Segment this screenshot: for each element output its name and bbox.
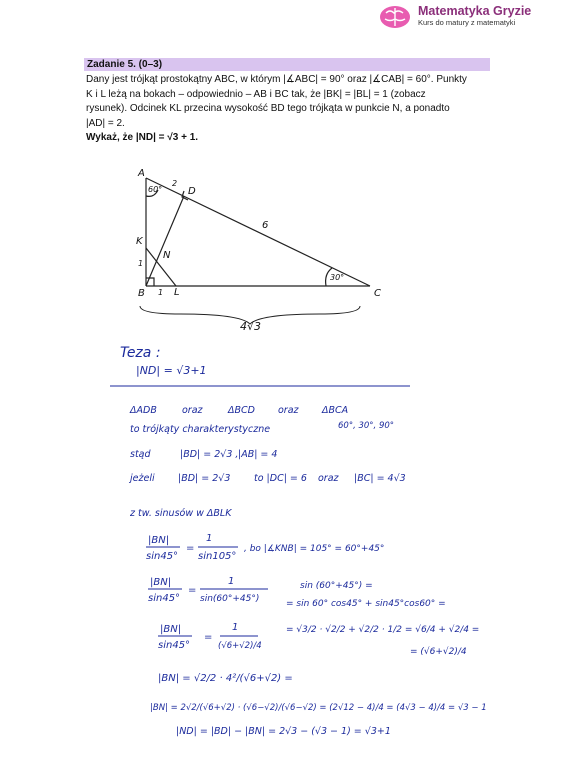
seg-bk-label: 1 <box>138 259 144 268</box>
angle-c-label: 30° <box>330 273 345 282</box>
task-line: K i L leżą na bokach – odpowiednio – AB i BC tak, że |BK| = |BL| = 1 (zobacz <box>86 88 426 100</box>
label-a: A <box>138 168 145 179</box>
r1-rnum: 1 <box>206 533 213 544</box>
line5: z tw. sinusów w ΔBLK <box>130 508 232 519</box>
line1-c: ΔBCD <box>228 405 255 416</box>
task-header: Zadanie 5. (0–3) <box>84 58 490 71</box>
side-dc-label: 6 <box>262 220 269 231</box>
brand-title: Matematyka Gryzie <box>418 4 532 18</box>
line3-c: |AB| = 4 <box>238 449 278 460</box>
sin-line1: sin (60°+45°) = <box>300 581 373 591</box>
r2-den: sin45° <box>148 593 181 604</box>
label-b: B <box>138 288 145 299</box>
seg-bl-label: 1 <box>158 288 164 297</box>
label-l: L <box>174 287 180 298</box>
r1-num: |BN| <box>148 535 170 546</box>
r2-rden: sin(60°+45°) <box>200 594 260 604</box>
line1-b: oraz <box>182 405 203 416</box>
task-line: rysunek). Odcinek KL przecina wysokość BD tego trójkąta w punkcie N, a ponadto <box>86 103 450 114</box>
line1-a: ΔADB <box>130 405 157 416</box>
angle-a-label: 60° <box>148 185 163 194</box>
segment-kl <box>146 248 176 286</box>
r1-rden: sin105° <box>198 551 237 562</box>
sin-line2: = sin 60° cos45° + sin45°cos60° = <box>286 599 446 609</box>
side-ac <box>146 178 370 286</box>
r1-den: sin45° <box>146 551 179 562</box>
label-n: N <box>163 250 171 261</box>
r6-line: |ND| = |BD| − |BN| = 2√3 − (√3 − 1) = √3+1 <box>176 726 391 737</box>
base-label: 4√3 <box>240 320 262 333</box>
thesis-heading: Teza : <box>120 345 161 361</box>
line4-e: |BC| = 4√3 <box>354 473 406 484</box>
thesis-value: |ND| = √3+1 <box>136 364 207 377</box>
line2-b: 60°, 30°, 90° <box>338 421 395 431</box>
sin-line3: = √3/2 · √2/2 + √2/2 · 1/2 = √6/4 + √2/4 = <box>286 625 480 635</box>
line4-a: jeżeli <box>130 473 155 484</box>
r4-line: |BN| = √2/2 · 4²/(√6+√2) = <box>158 673 293 684</box>
r3-eq: = <box>204 632 213 643</box>
line4-b: |BD| = 2√3 <box>178 473 231 484</box>
r3-rden: (√6+√2)/4 <box>218 641 262 651</box>
line4-c: to |DC| = 6 <box>254 473 307 484</box>
line2-a: to trójkąty charakterystyczne <box>130 424 271 435</box>
line3-b: |BD| = 2√3 , <box>180 449 239 460</box>
r3-num: |BN| <box>160 624 182 635</box>
task-goal: Wykaż, że |ND| = √3 + 1. <box>86 132 199 143</box>
line1-d: oraz <box>278 405 299 416</box>
sin-line4: = (√6+√2)/4 <box>410 647 467 657</box>
label-k: K <box>136 236 143 247</box>
line3-a: stąd <box>130 449 151 460</box>
task-line: |AD| = 2. <box>86 117 125 129</box>
r5-line: |BN| = 2√2/(√6+√2) · (√6−√2)/(√6−√2) = (2√12 − 4)/4 = (4√3 − 4)/4 = √3 − 1 <box>150 703 487 713</box>
label-c: C <box>374 288 381 299</box>
r2-num: |BN| <box>150 577 172 588</box>
r3-rnum: 1 <box>232 622 239 633</box>
side-ad-label: 2 <box>172 179 178 188</box>
r1-eq: = <box>186 543 195 554</box>
label-d: D <box>188 186 196 197</box>
r2-eq: = <box>188 585 197 596</box>
line1-e: ΔBCA <box>322 405 349 416</box>
brand-subtitle: Kurs do matury z matematyki <box>418 18 516 27</box>
r1-tail: , bo |∡KNB| = 105° = 60°+45° <box>244 544 385 554</box>
r3-den: sin45° <box>158 640 191 651</box>
line4-d: oraz <box>318 473 339 484</box>
task-line: Dany jest trójkąt prostokątny ABC, w którym |∡ABC| = 90° oraz |∡CAB| = 60°. Punkty <box>86 74 467 85</box>
r2-rnum: 1 <box>228 576 235 587</box>
triangle-figure <box>146 178 370 286</box>
